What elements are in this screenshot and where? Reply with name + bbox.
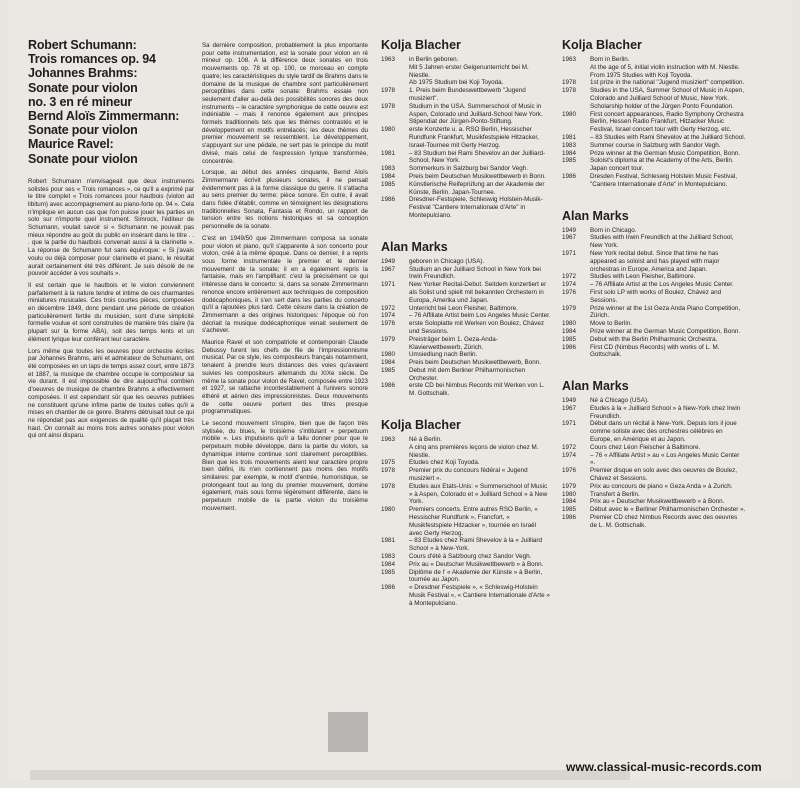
bio-text: Prize winner at the German Music Competition, Bonn. xyxy=(590,149,741,157)
bio-year: 1985 xyxy=(381,568,396,576)
bio-entry xyxy=(562,305,746,321)
title-line: Maurice Ravel: xyxy=(28,137,114,152)
title-line: Robert Schumann: xyxy=(28,38,137,52)
bio-text: Studies in the USA, Summer School of Music in Aspen, Colorado and Juilliard School of Music, New York. Scholarship holder of the Jürgen Ponto Foundation. xyxy=(590,87,744,110)
bio-text: Premier CD chez Nimbus Records avec des oeuvres de L. M. Gottschalk. xyxy=(590,514,738,529)
bio-text: Premiers concerts. Entre autres RSO Berlin, « Hessischer Rundfunk », Francfort, « Musikfestspiele Hitzacker », tournée en Israël avec Gerty Herzog. xyxy=(409,506,538,537)
bio-entry xyxy=(562,273,746,281)
liner-paragraph: Maurice Ravel et son compatriote et contemporain Claude Debussy furent les chefs de file de l'impressionnisme musical. Par ce style, les compositeurs français notamment, tenaient à prendre leurs distances des voies qu'avaient suivies les compositeurs allemands du XIXe siècle. De même la sonate pour violon de Ravel, composée entre 1923 et 1927, se rattache incontestablement à l'univers sonore éthéré et aérien des impressionnistes. Deux mouvements de cette oeuvre portent des titres presque programmatiques. xyxy=(202,339,368,416)
bio-text: Debut mit dem Berliner Philharmonischen Orchester. xyxy=(409,366,526,382)
bio-entry xyxy=(562,281,746,289)
bio-text: Preisträger beim 1. Geza-Anda-Klavierwettbewerb, Zürich. xyxy=(409,335,498,351)
bio-text: 1st prize in the national "Jugend musiziert" competition. xyxy=(590,79,745,87)
bio-entry xyxy=(562,289,746,305)
bio-heading: Kolja Blacher xyxy=(562,38,642,52)
bio-entry xyxy=(562,227,746,235)
bio-entry xyxy=(562,150,746,158)
bio-section xyxy=(381,418,551,608)
bio-text: New York recital debut. Since that time he has appeared as soloist and has played with major orchestras in Europe, America and Japan. xyxy=(590,249,720,273)
bio-year: 1976 xyxy=(562,288,577,296)
bio-entry xyxy=(381,584,551,607)
bio-entry xyxy=(562,491,746,499)
bio-entry xyxy=(562,506,746,514)
bio-year: 1985 xyxy=(562,506,577,514)
bio-text: Born in Chicago. xyxy=(590,226,637,234)
bio-entry xyxy=(381,436,551,459)
bio-text: Prize winner at the 1st Geza Anda Piano Competition, Zürich. xyxy=(590,304,741,320)
bio-text: Premier disque en solo avec des oeuvres de Boulez, Chávez et Sessions. xyxy=(590,467,738,483)
bio-entry xyxy=(562,142,746,150)
bio-section xyxy=(562,209,746,360)
bio-text: Umsiedlung nach Berlin. xyxy=(409,351,478,359)
bio-entry xyxy=(381,56,551,79)
bio-entry xyxy=(562,420,746,443)
bio-text: Cours d'été à Salzbourg chez Sandor Vegh. xyxy=(409,553,532,561)
bio-year: 1949 xyxy=(381,257,396,265)
bio-text: – 83 Studies with Rami Shevelov at the Juilliard School. xyxy=(590,133,746,141)
bio-heading: Alan Marks xyxy=(562,208,629,223)
bio-entry xyxy=(562,397,746,405)
bio-entry xyxy=(381,537,551,553)
bio-text: in Berlin geboren. Mit 5 Jahren erster Geigenunterricht bei M. Niestle. xyxy=(409,56,529,79)
bio-heading: Kolja Blacher xyxy=(381,38,461,52)
column-3 xyxy=(381,38,551,778)
bio-year: 1979 xyxy=(562,304,577,312)
bio-entry xyxy=(562,498,746,506)
bio-text: Début dans un récital à New-York. Depuis lors il joue comme soliste avec des orchestres célèbres en Europe, en Amérique et au Japon. xyxy=(590,420,737,444)
bio-entry xyxy=(562,405,746,421)
bio-year: 1985 xyxy=(562,157,577,165)
title-line: Sonate pour violon xyxy=(28,151,138,166)
bio-entry xyxy=(381,150,551,166)
bio-entry xyxy=(562,336,746,344)
bio-year: 1978 xyxy=(381,102,396,110)
bio-year: 1980 xyxy=(562,490,577,498)
bio-text: Né à Berlin. A cinq ans premières leçons de violon chez M. Niestle. xyxy=(409,436,539,459)
bio-entry xyxy=(562,483,746,491)
bio-entry xyxy=(381,196,551,219)
bio-text: erste Soloplatte mit Werken von Boulez, Chávez und Sessions. xyxy=(409,320,544,335)
bio-entry xyxy=(381,459,551,467)
bio-entry xyxy=(562,328,746,336)
bio-year xyxy=(381,79,409,87)
bio-text: – 76 « Affiliate Artist » au « Los Angeles Music Center ». xyxy=(590,451,740,467)
bio-year: 1986 xyxy=(562,514,577,522)
bio-year: 1984 xyxy=(562,149,577,157)
bio-year: 1976 xyxy=(562,467,577,475)
bio-text: Debut with the Berlin Philharmonic Orchestra. xyxy=(590,335,718,343)
bio-year: 1971 xyxy=(562,420,577,428)
bio-text: Dresdner-Festspiele, Schleswig Holstein-Musik-Festival "Cantiere Internationale d'Arte" in Montepulciano. xyxy=(409,196,543,219)
bio-entry xyxy=(381,351,551,359)
column-4 xyxy=(562,38,746,778)
bio-text: Sommerkurs in Salzburg bei Sandor Vegh. xyxy=(409,165,529,173)
grey-square xyxy=(328,712,368,752)
bio-year: 1985 xyxy=(381,366,396,374)
bio-text: First solo LP with works of Boulez, Chávez and Sessions. xyxy=(590,288,722,304)
bio-entry xyxy=(381,320,551,336)
bio-section xyxy=(381,38,551,220)
bio-text: Studium an der Juilliard School in New York bei Irwin Freundlich. xyxy=(409,265,541,281)
column-2 xyxy=(202,42,368,702)
bio-entry xyxy=(381,483,551,506)
bio-entry xyxy=(562,72,746,80)
bio-text: Début avec le « Berliner Philharmonischen Orchester ». xyxy=(590,506,746,514)
title-line: Johannes Brahms: xyxy=(28,66,138,81)
bio-entry xyxy=(381,382,551,398)
bio-text: « Dresdner Festspiele », « Schleswig-Holstein Musik Festival », « Cantiere Internationale d'Arte » à Montepulciano. xyxy=(409,584,550,607)
bio-year: 1984 xyxy=(562,498,577,506)
bio-heading: Alan Marks xyxy=(381,239,448,254)
bio-year: 1986 xyxy=(381,382,396,390)
bio-heading: Kolja Blacher xyxy=(381,418,461,433)
bio-entry xyxy=(381,173,551,181)
bio-entry xyxy=(562,157,746,173)
bio-year: 1978 xyxy=(562,79,577,87)
bio-year: 1974 xyxy=(381,312,396,320)
bio-year: 1971 xyxy=(562,249,577,257)
bio-entry xyxy=(381,126,551,149)
bio-text: Preis beim Deutschen Musikwettbewerb in Bonn. xyxy=(409,172,546,180)
title-line: Trois romances op. 94 xyxy=(28,52,156,67)
bio-text: – 76 Affiliate Artist at the Los Angeles Music Center. xyxy=(590,281,734,289)
bio-text: Soloist's diploma at the Academy of the Arts, Berlin. Japan concert tour. xyxy=(590,157,734,173)
bio-year: 1949 xyxy=(562,397,577,405)
title-line: no. 3 en ré mineur xyxy=(28,94,133,109)
bio-text: Etudes chez Koji Toyoda. xyxy=(409,459,480,467)
bio-section xyxy=(562,38,746,189)
bio-year: 1981 xyxy=(381,537,396,545)
bio-year: 1983 xyxy=(381,553,396,561)
bio-text: Künstlerische Reifeprüfung an der Akademie der Künste, Berlin. Japan-Tournee. xyxy=(409,180,545,196)
bio-year: 1978 xyxy=(562,87,577,95)
bio-year: 1986 xyxy=(562,172,577,180)
bio-entry xyxy=(562,250,746,273)
bio-year: 1986 xyxy=(381,584,396,592)
bio-entry xyxy=(381,103,551,126)
bio-entry xyxy=(562,514,746,530)
bio-text: erste CD bei Nimbus Records mit Werken von L. M. Gottschalk. xyxy=(409,382,545,398)
bio-entry xyxy=(381,266,551,282)
bio-entry xyxy=(381,181,551,197)
bio-text: – 83 Studium bei Rami Shevelov an der Juilliard-School, New York. xyxy=(409,149,546,165)
watermark-url: www.classical-music-records.com xyxy=(566,760,762,774)
bio-year: 1967 xyxy=(562,404,577,412)
bio-text: Né à Chicago (USA). xyxy=(590,397,649,405)
bio-entry xyxy=(562,56,746,72)
bio-year: 1971 xyxy=(381,281,396,289)
bio-year: 1985 xyxy=(562,335,577,343)
bio-text: Unterricht bei Leon Fleisher, Baltimore. xyxy=(409,304,518,312)
liner-paragraph: Sa dernière composition, probablement la plus importante pour cette instrumentation, est la sonate pour violon en ré mineur op. 108. A la différence deux sonates en trois mouvements op. 78 et op. 100, ce morceau en compte quatre; les caractéristiques du style tardif de Brahms dans le domaine de la musique de chambre sont particulièrement perceptibles dans cette sonate: Brahms essaie non seulement d'aller au-delà des possibilités sonores des deux instruments – le caractère symphonique de cette oeuvre est indéniable – mais il renonce également aux principes formels traditionnels tels que les thèmes contrastés et le développement en motifs entrelacés; les deux thèmes du premier mouvement se ressemblent. Le développement, s'appuyant sur une pédale, ne sert pas le principe du motif divisé, mais celui de l'expression lyrique transformée, concentrée. xyxy=(202,42,368,165)
program-titles xyxy=(28,38,194,166)
bio-section xyxy=(562,379,746,530)
liner-paragraph: Le second mouvement s'inspire, bien que de façon très stylisée, du blues, le troisième s'intitulant « perpetuum mobile ». Les impulsions qu'il a fallu donner pour que le perpetuum mobile développe, dans la partie du violon, sa dynamique interne continue sont clairement perceptibles. Bien que les trois mouvements aient leur caractère propre bien défini, ils n'en contiennent pas moins des motifs similaires: par exemple, le motif d'entrée, humoristique, se prolongeant tout au long du premier mouvement, domine également, mais sous forme légèrement différente, dans le perpetuum mobile de la partie violon du troisième mouvement. xyxy=(202,420,368,512)
bio-year: 1975 xyxy=(381,459,396,467)
title-line: Sonate pour violon xyxy=(28,123,138,138)
bio-entry xyxy=(562,467,746,483)
bio-entry xyxy=(562,320,746,328)
liner-paragraph: Lorsque, au début des années cinquante, Bernd Aloïs Zimmermann écrivit plusieurs sonates, il ne pensait évidemment pas à la forme classique du genre. Il s'attacha au sens premier du terme: pièce sonore. En outre, il avait dans l'idée d'établir, comme en témoignent les désignations traditionnelles Sonata, Fantasia et Rondo, un rapport de tension entre les notions historiques et sa conception personnelle de la sonate. xyxy=(202,169,368,231)
bio-entry xyxy=(562,111,746,134)
bio-entry xyxy=(381,506,551,537)
bio-text: geboren in Chicago (USA). xyxy=(409,257,485,265)
bio-year: 1984 xyxy=(381,560,396,568)
bio-year: 1974 xyxy=(562,451,577,459)
column-1 xyxy=(28,38,194,758)
bio-entry xyxy=(381,336,551,352)
bio-entry xyxy=(381,258,551,266)
bio-entry xyxy=(381,165,551,173)
bio-year: 1979 xyxy=(562,482,577,490)
bio-text: Born in Berlin. At the age of 5, initial violin instruction with M. Niestle. xyxy=(590,56,740,71)
bio-year: 1980 xyxy=(381,351,396,359)
bio-text: Studies with Irwin Freundlich at the Juilliard School, New York. xyxy=(590,234,734,250)
bio-text: First CD (Nimbus Records) with works of L. M. Gottschalk. xyxy=(590,343,720,359)
bio-year: 1986 xyxy=(381,196,396,204)
bio-entry xyxy=(562,173,746,189)
bio-entry xyxy=(381,79,551,87)
bio-entry xyxy=(381,312,551,320)
bio-text: Diplôme de l' « Akademie der Künste » à Berlin, tournée au Japon. xyxy=(409,568,543,584)
bio-entry xyxy=(562,79,746,87)
bio-text: Etudes aux Etats-Unis: « Summerschool of Music » à Aspen, Colorado et « Juilliard School » à New York. xyxy=(409,482,548,506)
bio-year: 1978 xyxy=(381,482,396,490)
bio-year: 1976 xyxy=(381,320,396,328)
bio-year: 1980 xyxy=(562,320,577,328)
bio-entry xyxy=(381,467,551,483)
bio-entry xyxy=(562,134,746,142)
bio-year: 1978 xyxy=(381,87,396,95)
bio-entry xyxy=(381,367,551,383)
bio-entry xyxy=(562,87,746,110)
bio-text: Preis beim Deutschen Musikwettbewerb, Bonn. xyxy=(409,359,541,367)
bio-year: 1972 xyxy=(381,304,396,312)
bio-text: Prize winner at the German Music Competition, Bonn. xyxy=(590,327,741,335)
bio-text: Move to Berlin. xyxy=(590,320,632,328)
liner-paragraph: Robert Schumann n'envisageait que deux instruments solistes pour ses « Trois romances », ce qu'il a exprimé par le titre complet « Trois romances pour hautbois (violon ad libitum) avec accompagnement au piano-forte op. 94 ». Cela n'implique en aucun cas que l'on puisse jouer les parties en solo sur n'importe quel instrument. Simrock, l'éditeur de Schumann, voulait savoir si « Schumann ne pouvait pas mieux répondre au goût du public en insérant dans le titre . . . que la partie du hautbois convenait aussi à la clarinette ». La réponse de Schumann fut sans équivoque: « Si j'avais voulu ou déjà composer pour clarinette et piano, le résultat aurait certainement été très différent. Je suis désolé de ne pouvoir accéder à vos souhaits ». xyxy=(28,177,194,278)
bio-text: Prix au « Deutscher Musikwettbewerb » à Bonn. xyxy=(409,560,544,568)
liner-paragraph: Il est certain que le hautbois et le violon conviennent parfaitement à la nature tendre et intime de ces charmantes miniatures musicales. Ces trois courtes pièces, composées en décembre 1849, donc pendant une période de création particulièrement fertile du musicien, sont d'une simplicité formelle voulue et sont construites de manière très claire (la plupart sur la forme ABA), soit des temps lents et un élément lyrique leur conférant leur caractère. xyxy=(28,281,194,343)
bio-text: Dresden Festival, Schleswig Holstein Music Festival, "Cantiere Internationale d'Arte" in Montepulciano. xyxy=(590,172,737,188)
bio-text: Prix au « Deutscher Musikwettbewerb » à Bonn. xyxy=(590,498,725,506)
bio-text: Premier prix du concours fédéral « Jugend musiziert ». xyxy=(409,467,528,483)
bio-year: 1985 xyxy=(381,180,396,188)
bio-text: Summer course in Salzburg with Sandor Vegh. xyxy=(590,141,721,149)
bio-text: First concert appearances, Radio Symphony Orchestra Berlin, Hessen Radio Frankfurt, Hitzacker Music Festival, Israel concert tour with Gerty Herzog, etc. xyxy=(590,110,744,134)
title-line: Bernd Aloïs Zimmermann: xyxy=(28,109,180,124)
bio-text: From 1975 Studies with Koji Toyoda. xyxy=(590,71,693,79)
bio-text: – 83 Etudes chez Rami Shevelov à la « Juilliard School » à New-York. xyxy=(409,537,543,553)
bio-year: 1967 xyxy=(381,265,396,273)
bio-entry xyxy=(381,569,551,585)
bio-entry xyxy=(381,553,551,561)
bio-year: 1963 xyxy=(562,56,577,63)
bio-year: 1963 xyxy=(381,436,396,444)
bio-year: 1972 xyxy=(562,273,577,281)
bio-year: 1983 xyxy=(381,165,396,173)
bio-text: Transfert à Berlin. xyxy=(590,490,640,498)
liner-paragraph: Lors même que toutes les oeuvres pour orchestre écrites par Johannes Brahms, ami et admirateur de Schumann, ont été composées en un laps de temps assez court, entre 1873 et 1887, la musique de chambre occupe le compositeur sa vie durant. Il est impossible de dire aujourd'hui combien d'oeuvres de musique de chambre Brahms a effectivement composées. Il est cependant sûr que les oeuvres publiées ne constituent qu'une infime partie de toutes celles qu'il a mises en chantier de ce genre. Brahms détruisait tout ce qui ne répondait pas aux exigences de qualité qu'il plaçait très haut. On connaît au moins trois autres sonates pour violon qui ont ainsi disparu. xyxy=(28,347,194,440)
bio-year: 1983 xyxy=(562,141,577,149)
bio-entry xyxy=(562,344,746,360)
bio-entry xyxy=(381,87,551,103)
bio-text: Cours chez Léon Fleischer à Baltimore. xyxy=(590,443,701,451)
bio-year: 1974 xyxy=(562,281,577,289)
bio-entry xyxy=(381,359,551,367)
bio-text: erste Konzerte u. a. RSO Berlin, Hessischer Rundfunk Frankfurt, Musikfestspiele Hitzacker, Israel-Tournee mit Gerty Herzog. xyxy=(409,126,539,149)
bio-entry xyxy=(381,561,551,569)
bio-year xyxy=(562,72,590,80)
bio-year: 1978 xyxy=(381,467,396,475)
bio-text: Studium in the USA. Summerschool of Music in Aspen, Colorado und Juilliard-School New York. Stipendiat der Jürgen-Ponto-Stiftung. xyxy=(409,102,543,126)
liner-paragraph: C'est en 1949/50 que Zimmermann composa sa sonate pour violon et piano, qu'il s'apparente à son concerto pour violon, créé à la même époque. Dans ce dernier, il a repris sous forme instrumentale le premier et le dernier mouvement de la sonate; il en a également repris la fantaisie, mais en l'amplifiant: c'est la précisément ce qui intéresse dans le concerto: si, dans sa sonate Zimmermann renonce encore entièrement aux techniques de composition dodécaphoniques, il s'en sert dans les parties du concerto qu'il a rajoutées plus tard. Cette césure dans la création de Zimmermann a des origines historiques: l'époque où l'on décriait la musique dodécaphonique venait seulement de s'achever. xyxy=(202,234,368,335)
bio-year: 1980 xyxy=(562,110,577,118)
bio-year: 1972 xyxy=(562,443,577,451)
bio-section xyxy=(381,240,551,398)
bio-year: 1984 xyxy=(562,327,577,335)
bio-year: 1984 xyxy=(381,359,396,367)
bio-entry xyxy=(562,452,746,468)
bio-year: 1949 xyxy=(562,226,577,234)
bio-year: 1963 xyxy=(381,56,396,63)
bio-text: New Yorker Recital-Debut. Seitdem konzertiert er als Solist und spielt mit bekannten Orchestern in Europa, Amerika und Japan. xyxy=(409,281,547,304)
bio-entry xyxy=(381,305,551,313)
bio-year: 1979 xyxy=(381,335,396,343)
bio-entry xyxy=(562,234,746,250)
bio-entry xyxy=(381,281,551,304)
bio-heading: Alan Marks xyxy=(562,379,629,394)
bio-text: Ab 1975 Studium bei Koji Toyoda. xyxy=(409,79,504,87)
bio-year: 1984 xyxy=(381,172,396,180)
bio-year: 1967 xyxy=(562,234,577,242)
bio-text: Prix au concours de piano « Geza Anda » à Zurich. xyxy=(590,482,733,490)
title-line: Sonate pour violon xyxy=(28,80,138,95)
bio-text: Etudes à la « Juilliard School » à New-York chez Irwin Freundlich. xyxy=(590,404,741,420)
bio-year: 1981 xyxy=(562,133,577,141)
bio-year: 1986 xyxy=(562,343,577,351)
bio-year: 1981 xyxy=(381,149,396,157)
bio-entry xyxy=(562,444,746,452)
bio-year: 1980 xyxy=(381,126,396,134)
bio-text: 1. Preis beim Bundeswettbewerb "Jugend musiziert". xyxy=(409,87,526,102)
bio-text: Studies with Leon Fleisher, Baltimore. xyxy=(590,273,696,281)
bio-year: 1980 xyxy=(381,506,396,514)
bio-text: – 76 Affiliate Artist beim Los Angeles Music Center. xyxy=(409,312,551,320)
